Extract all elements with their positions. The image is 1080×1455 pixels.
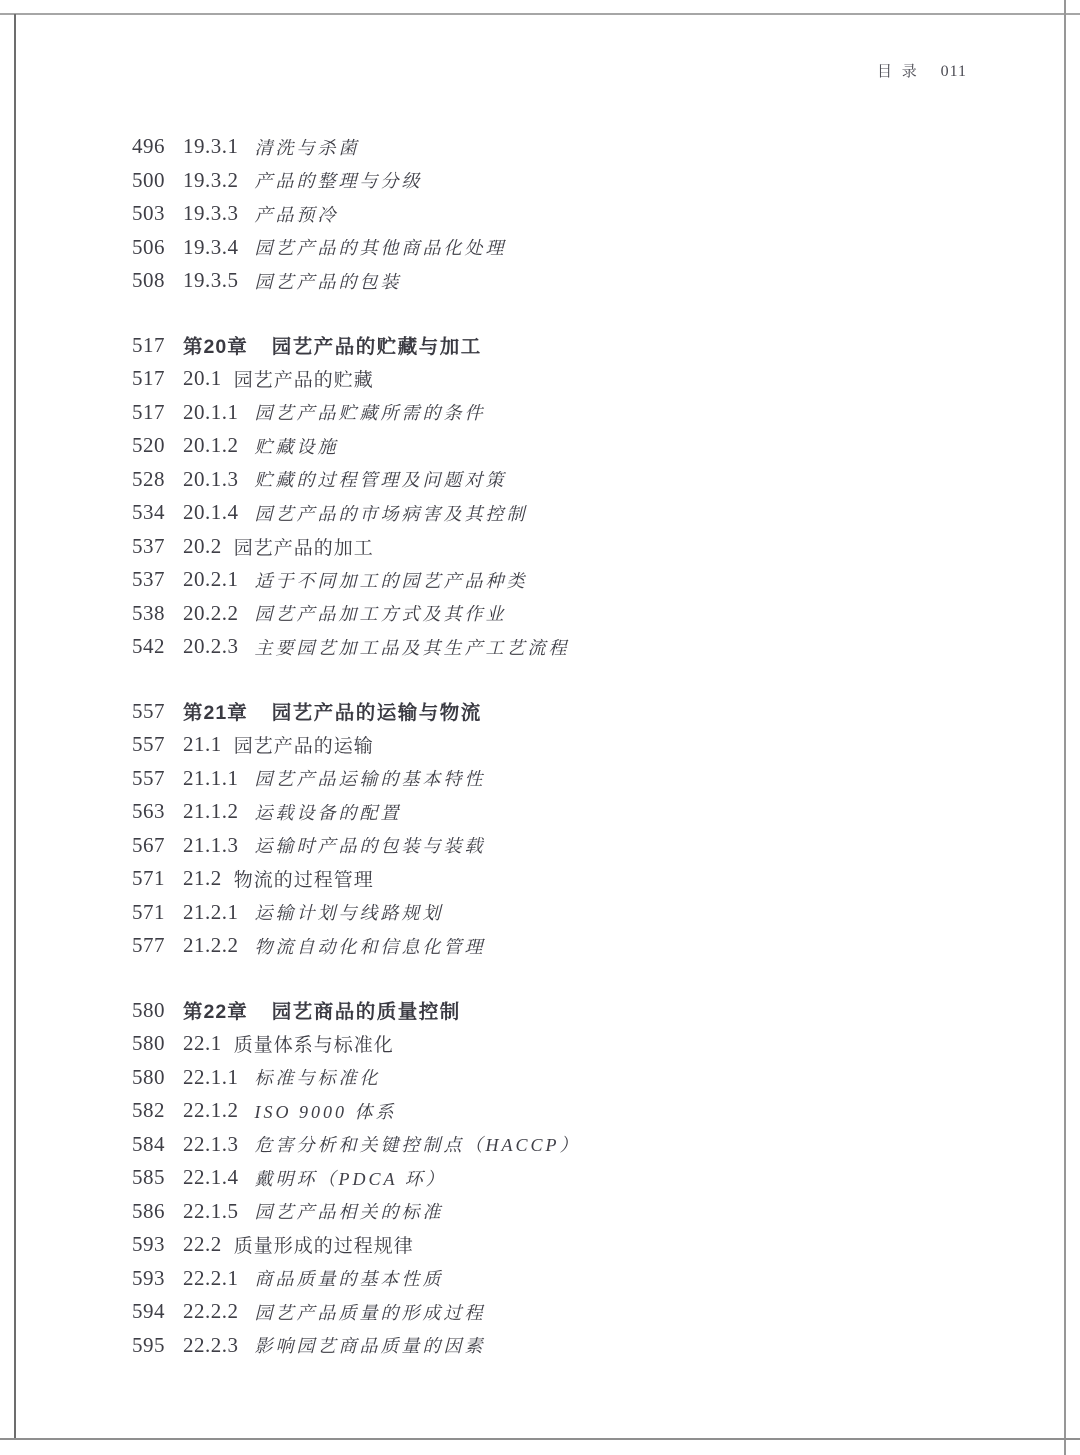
toc-page-number: 528	[132, 466, 165, 491]
header-page-number: 011	[940, 63, 967, 80]
toc-section-number: 20.1.4	[183, 500, 239, 525]
toc-section-number: 21.1.2	[183, 799, 239, 824]
toc-entry[interactable]	[0, 1161, 1060, 1195]
toc-entry-title: 园艺产品的贮藏	[233, 370, 374, 392]
toc-page-number: 584	[132, 1131, 165, 1156]
toc-page-number: 520	[132, 433, 165, 458]
toc-section-number: 20.2	[183, 533, 222, 558]
toc-entry-title: 园艺产品的包装	[254, 271, 402, 292]
toc-page-number: 563	[132, 799, 165, 824]
toc-page-number: 571	[132, 866, 165, 891]
toc-entry-title: 运输计划与线路规划	[254, 903, 444, 924]
toc-page-number: 503	[132, 201, 165, 226]
toc-entry-title: 物流的过程管理	[233, 870, 374, 892]
toc-page-number: 542	[132, 634, 165, 659]
toc-section-number: 22.1.1	[183, 1064, 239, 1089]
toc-entry-title: 园艺产品运输的基本特性	[254, 769, 486, 790]
toc-entry[interactable]	[0, 597, 1060, 631]
toc-page-number: 506	[132, 234, 165, 259]
toc-entry[interactable]	[0, 829, 1060, 863]
toc-entry-title: 产品的整理与分级	[254, 171, 423, 192]
toc-section-number: 21.2.2	[183, 933, 239, 958]
toc-entry[interactable]	[0, 1094, 1060, 1128]
toc-page-number: 580	[132, 1064, 165, 1089]
toc-entry-title: 贮藏的过程管理及问题对策	[254, 470, 507, 491]
toc-entry[interactable]	[0, 164, 1060, 198]
page-border-top	[0, 13, 1080, 15]
toc-entry[interactable]	[0, 429, 1060, 463]
toc-entry[interactable]	[0, 1195, 1060, 1229]
toc-entry-title: 园艺产品的贮藏与加工	[271, 336, 482, 359]
toc-page-number: 567	[132, 832, 165, 857]
toc-list	[0, 130, 1060, 1362]
toc-section-number: 20.1.2	[183, 433, 239, 458]
toc-section-number: 21.1.1	[183, 765, 239, 790]
page-border-bottom	[0, 1438, 1080, 1440]
toc-entry[interactable]	[0, 762, 1060, 796]
toc-page-number: 557	[132, 732, 165, 757]
toc-entry[interactable]	[0, 530, 1060, 564]
toc-page-number: 508	[132, 268, 165, 293]
toc-section-number: 19.3.5	[183, 268, 239, 293]
toc-page-number: 577	[132, 933, 165, 958]
toc-section-number: 22.1.5	[183, 1198, 239, 1223]
toc-page-number: 517	[132, 399, 165, 424]
toc-section-number: 22.2.1	[183, 1265, 239, 1290]
toc-section-number: 21.2	[183, 866, 222, 891]
page-header	[877, 60, 967, 81]
toc-section-number: 20.1.1	[183, 399, 239, 424]
toc-entry[interactable]	[0, 1329, 1060, 1363]
toc-entry[interactable]	[0, 264, 1060, 298]
toc-entry-title: 清洗与杀菌	[254, 137, 360, 158]
toc-entry-title: 运输时产品的包装与装载	[254, 836, 486, 857]
toc-entry[interactable]	[0, 563, 1060, 597]
toc-section-number: 22.2.2	[183, 1299, 239, 1324]
toc-section-number: 22.1.2	[183, 1098, 239, 1123]
toc-entry[interactable]	[0, 362, 1060, 396]
header-title: 目 录	[877, 64, 920, 80]
toc-section-number: 19.3.1	[183, 134, 239, 159]
toc-entry[interactable]	[0, 1027, 1060, 1061]
toc-page-number: 500	[132, 167, 165, 192]
toc-entry-title: 危害分析和关键控制点（HACCP）	[254, 1135, 581, 1156]
toc-page-number: 537	[132, 533, 165, 558]
toc-entry[interactable]	[0, 994, 1060, 1028]
toc-entry-title: 戴明环（PDCA 环）	[254, 1168, 447, 1189]
toc-page-number: 595	[132, 1332, 165, 1357]
toc-entry[interactable]	[0, 1128, 1060, 1162]
toc-section-number: 21.1	[183, 732, 222, 757]
toc-page-number: 586	[132, 1198, 165, 1223]
toc-page-number: 594	[132, 1299, 165, 1324]
toc-entry-title: 质量形成的过程规律	[233, 1236, 414, 1258]
toc-entry[interactable]	[0, 795, 1060, 829]
toc-entry[interactable]	[0, 1295, 1060, 1329]
toc-section-number: 22.1.3	[183, 1131, 239, 1156]
toc-page-number: 517	[132, 366, 165, 391]
toc-entry[interactable]	[0, 396, 1060, 430]
toc-entry-title: 商品质量的基本性质	[254, 1269, 444, 1290]
toc-entry-title: ISO 9000 体系	[254, 1101, 397, 1122]
toc-entry-title: 园艺产品的运输与物流	[271, 702, 482, 725]
toc-section-number: 20.2.2	[183, 600, 239, 625]
toc-section-number: 22.1.4	[183, 1165, 239, 1190]
toc-entry[interactable]	[0, 929, 1060, 963]
toc-entry[interactable]	[0, 496, 1060, 530]
toc-section-number: 第22章	[183, 1001, 248, 1024]
toc-entry[interactable]	[0, 1061, 1060, 1095]
toc-entry-title: 影响园艺商品质量的因素	[254, 1336, 486, 1357]
toc-section-number: 第20章	[183, 336, 248, 359]
toc-entry-title: 园艺产品贮藏所需的条件	[254, 403, 486, 424]
toc-section-number: 20.2.3	[183, 634, 239, 659]
toc-entry[interactable]	[0, 728, 1060, 762]
toc-entry-title: 贮藏设施	[254, 436, 339, 457]
toc-entry-title: 标准与标准化	[254, 1068, 381, 1089]
toc-entry-title: 园艺产品相关的标准	[254, 1202, 444, 1223]
toc-section-number: 19.3.3	[183, 201, 239, 226]
toc-entry-title: 主要园艺加工品及其生产工艺流程	[254, 637, 570, 658]
toc-entry[interactable]	[0, 197, 1060, 231]
toc-entry[interactable]	[0, 630, 1060, 664]
toc-entry-title: 园艺商品的质量控制	[271, 1001, 461, 1024]
toc-page-number: 580	[132, 1031, 165, 1056]
toc-entry[interactable]	[0, 130, 1060, 164]
toc-page-number: 571	[132, 899, 165, 924]
toc-section-number: 21.2.1	[183, 899, 239, 924]
toc-section-number: 第21章	[183, 702, 248, 725]
toc-page-number: 537	[132, 567, 165, 592]
toc-section-number: 19.3.4	[183, 234, 239, 259]
toc-entry-title: 园艺产品质量的形成过程	[254, 1302, 486, 1323]
toc-entry-title: 产品预冷	[254, 204, 339, 225]
toc-page-number: 538	[132, 600, 165, 625]
toc-entry-title: 园艺产品的加工	[233, 537, 374, 559]
toc-page-number: 534	[132, 500, 165, 525]
toc-entry[interactable]	[0, 695, 1060, 729]
page-border-right	[1064, 0, 1066, 1455]
toc-section-number: 22.1	[183, 1031, 222, 1056]
toc-entry-title: 园艺产品的其他商品化处理	[254, 238, 507, 259]
toc-entry[interactable]	[0, 463, 1060, 497]
toc-section-number: 20.2.1	[183, 567, 239, 592]
toc-page-number: 557	[132, 765, 165, 790]
toc-section-number: 21.1.3	[183, 832, 239, 857]
toc-entry[interactable]	[0, 1262, 1060, 1296]
toc-page-number: 585	[132, 1165, 165, 1190]
toc-entry[interactable]	[0, 862, 1060, 896]
toc-page-number: 517	[132, 332, 165, 357]
toc-section-number: 20.1	[183, 366, 222, 391]
toc-entry-title: 运载设备的配置	[254, 802, 402, 823]
toc-entry-title: 园艺产品的市场病害及其控制	[254, 503, 528, 524]
toc-page-number: 496	[132, 134, 165, 159]
toc-page-number: 557	[132, 698, 165, 723]
toc-page-number: 593	[132, 1265, 165, 1290]
toc-section-number: 20.1.3	[183, 466, 239, 491]
toc-entry[interactable]	[0, 231, 1060, 265]
toc-section-number: 19.3.2	[183, 167, 239, 192]
toc-section-number: 22.2	[183, 1232, 222, 1257]
toc-section-number: 22.2.3	[183, 1332, 239, 1357]
toc-page-number: 582	[132, 1098, 165, 1123]
toc-entry[interactable]	[0, 1228, 1060, 1262]
toc-page-number: 593	[132, 1232, 165, 1257]
toc-entry-title: 适于不同加工的园艺产品种类	[254, 570, 528, 591]
toc-page-number: 580	[132, 997, 165, 1022]
toc-entry[interactable]	[0, 329, 1060, 363]
toc-entry-title: 物流自动化和信息化管理	[254, 936, 486, 957]
toc-entry-title: 园艺产品加工方式及其作业	[254, 604, 507, 625]
toc-entry[interactable]	[0, 896, 1060, 930]
toc-entry-title: 园艺产品的运输	[233, 736, 374, 758]
toc-entry-title: 质量体系与标准化	[233, 1035, 394, 1057]
